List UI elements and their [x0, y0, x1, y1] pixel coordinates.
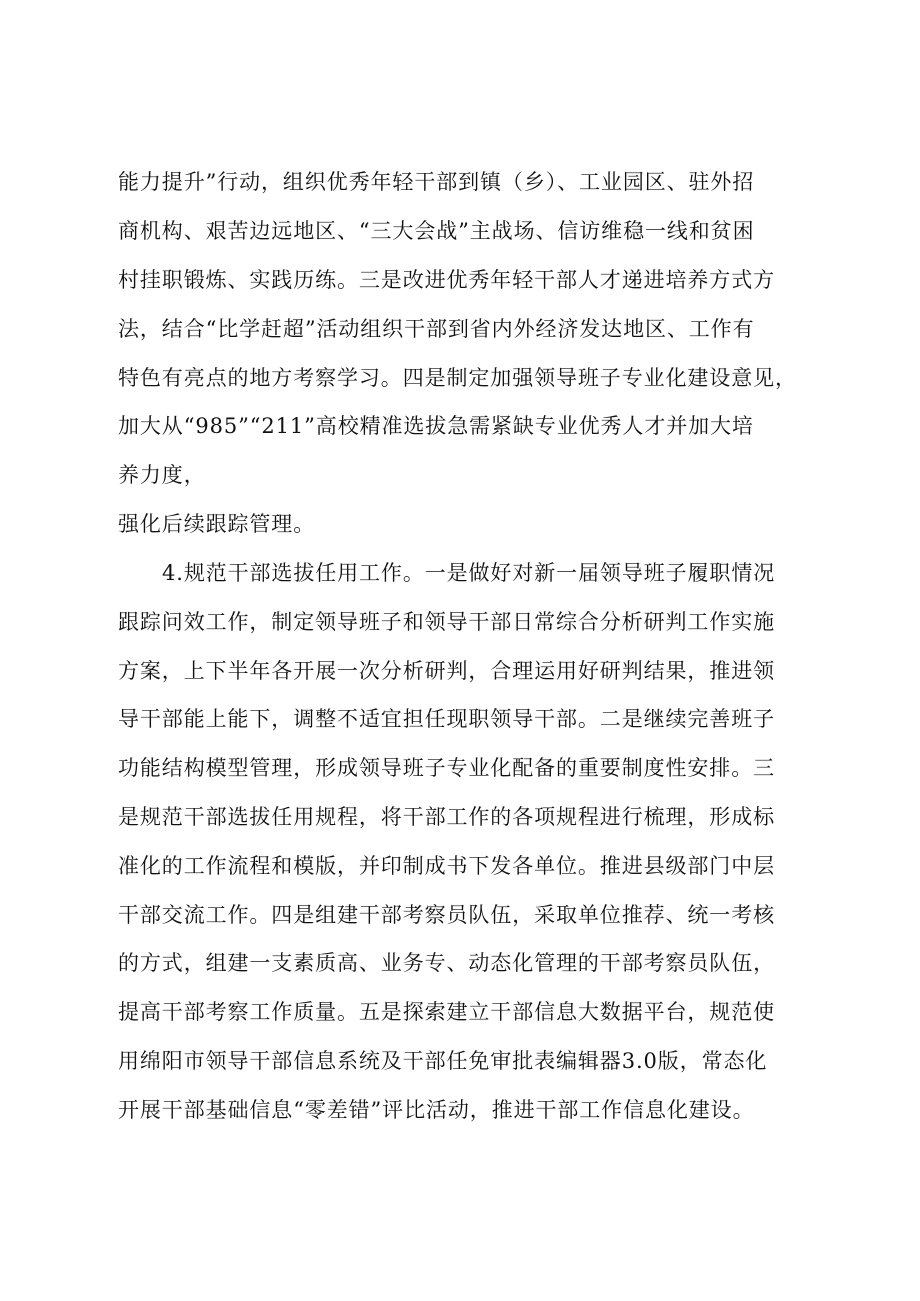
paragraph-heading: 4.规范干部选拔任用工作。一是做好对新一届领导班子履职情况	[162, 561, 776, 585]
text-line: 导干部能上能下，调整不适宜担任现职领导干部。二是继续完善班子	[118, 707, 775, 731]
text-line: 强化后续跟踪管理。	[118, 512, 316, 536]
text-line: 提高干部考察工作质量。五是探索建立干部信息大数据平台，规范使	[118, 1000, 775, 1024]
text-line: 的方式，组建一支素质高、业务专、动态化管理的干部考察员队伍，	[118, 951, 775, 975]
text-line: 跟踪问效工作，制定领导班子和领导干部日常综合分析研判工作实施	[118, 610, 775, 634]
text-line: 特色有亮点的地方考察学习。四是制定加强领导班子专业化建设意见，	[118, 366, 797, 390]
text-line: 是规范干部选拔任用规程，将干部工作的各项规程进行梳理，形成标	[118, 805, 775, 829]
text-line: 功能结构模型管理，形成领导班子专业化配备的重要制度性安排。三	[118, 756, 775, 780]
text-line: 干部交流工作。四是组建干部考察员队伍，采取单位推荐、统一考核	[118, 903, 775, 927]
text-line: 加大从“985”“211”高校精准选拔急需紧缺专业优秀人才并加大培	[118, 414, 754, 438]
text-line: 养力度，	[118, 463, 206, 487]
text-line: 方案，上下半年各开展一次分析研判，合理运用好研判结果，推进领	[118, 659, 775, 683]
text-line: 法，结合“比学赶超”活动组织干部到省内外经济发达地区、工作有	[118, 317, 755, 341]
text-line: 开展干部基础信息“零差错”评比活动，推进干部工作信息化建设。	[118, 1098, 755, 1122]
text-line: 用绵阳市领导干部信息系统及干部任免审批表编辑器3.0版，常态化	[118, 1049, 768, 1073]
text-line: 能力提升”行动，组织优秀年轻干部到镇（乡）、工业园区、驻外招	[118, 170, 755, 194]
text-line: 村挂职锻炼、实践历练。三是改进优秀年轻干部人才递进培养方式方	[118, 268, 775, 292]
text-line: 准化的工作流程和模版，并印制成书下发各单位。推进县级部门中层	[118, 854, 775, 878]
text-line: 商机构、艰苦边远地区、“三大会战”主战场、信访维稳一线和贫困	[118, 219, 755, 243]
